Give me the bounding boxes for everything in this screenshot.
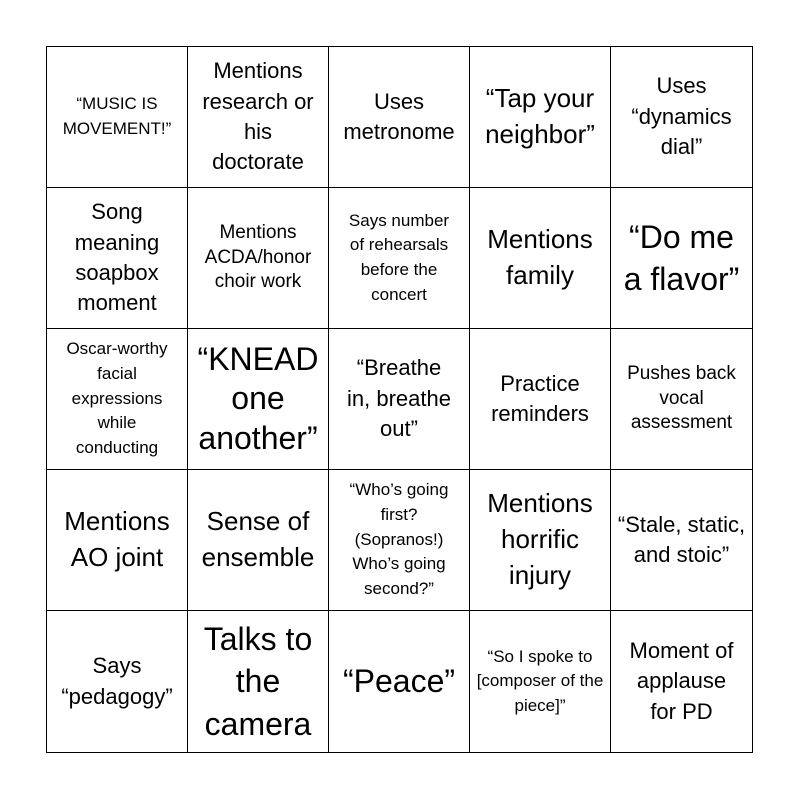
cell-text: Oscar-worthy facial expressions while conducting	[66, 339, 168, 457]
bingo-cell[interactable]	[611, 188, 752, 329]
cell-text: “Stale, static, and stoic”	[617, 511, 746, 567]
cell-text: Pushes back vocal assessment	[627, 362, 736, 434]
bingo-cell[interactable]	[47, 611, 188, 752]
bingo-cell[interactable]	[188, 329, 329, 470]
cell-text: Sense of ensemble	[201, 506, 315, 572]
cell-text: Practice reminders	[491, 370, 589, 426]
bingo-cell[interactable]	[47, 188, 188, 329]
bingo-board	[46, 46, 753, 753]
cell-text: Talks to the camera	[203, 621, 313, 742]
bingo-cell[interactable]	[47, 470, 188, 611]
bingo-cell[interactable]	[470, 329, 611, 470]
cell-text: “MUSIC IS MOVEMENT!”	[62, 94, 172, 138]
bingo-cell[interactable]	[470, 47, 611, 188]
cell-text: “So I spoke to [composer of the piece]”	[476, 646, 604, 715]
bingo-cell[interactable]	[329, 611, 470, 752]
bingo-cell[interactable]	[329, 329, 470, 470]
bingo-cell[interactable]	[470, 470, 611, 611]
bingo-cell[interactable]	[611, 47, 752, 188]
cell-text: “Peace”	[342, 663, 456, 700]
bingo-cell[interactable]	[611, 470, 752, 611]
bingo-cell[interactable]	[329, 188, 470, 329]
cell-text: Uses metronome	[343, 88, 455, 144]
bingo-cell[interactable]	[188, 611, 329, 752]
cell-text: “KNEAD one another”	[197, 341, 319, 456]
bingo-cell[interactable]	[329, 47, 470, 188]
cell-text: Says number of rehearsals before the concert	[348, 210, 450, 304]
cell-text: Mentions AO joint	[64, 506, 170, 572]
cell-text: “Who’s going first? (Sopranos!) Who’s going second?”	[349, 480, 449, 598]
cell-text: Mentions horrific injury	[487, 488, 593, 590]
cell-text: “Tap your neighbor”	[485, 83, 595, 149]
bingo-cell[interactable]	[47, 329, 188, 470]
cell-text: Mentions family	[487, 224, 593, 290]
cell-text: Uses “dynamics dial”	[631, 73, 732, 160]
bingo-cell[interactable]	[188, 47, 329, 188]
bingo-cell[interactable]	[329, 470, 470, 611]
bingo-cell[interactable]	[188, 470, 329, 611]
bingo-cell[interactable]	[470, 188, 611, 329]
bingo-cell[interactable]	[47, 47, 188, 188]
cell-text: Mentions ACDA/honor choir work	[204, 221, 312, 293]
cell-text: Moment of applause for PD	[629, 637, 734, 724]
cell-text: Song meaning soapbox moment	[74, 199, 160, 316]
bingo-cell[interactable]	[611, 611, 752, 752]
cell-text: Mentions research or his doctorate	[202, 58, 314, 175]
bingo-cell[interactable]	[611, 329, 752, 470]
bingo-cell[interactable]	[470, 611, 611, 752]
bingo-cell[interactable]	[188, 188, 329, 329]
cell-text: “Do me a flavor”	[623, 218, 740, 297]
cell-text: “Breathe in, breathe out”	[347, 355, 451, 442]
cell-text: Says “pedagogy”	[61, 653, 173, 709]
